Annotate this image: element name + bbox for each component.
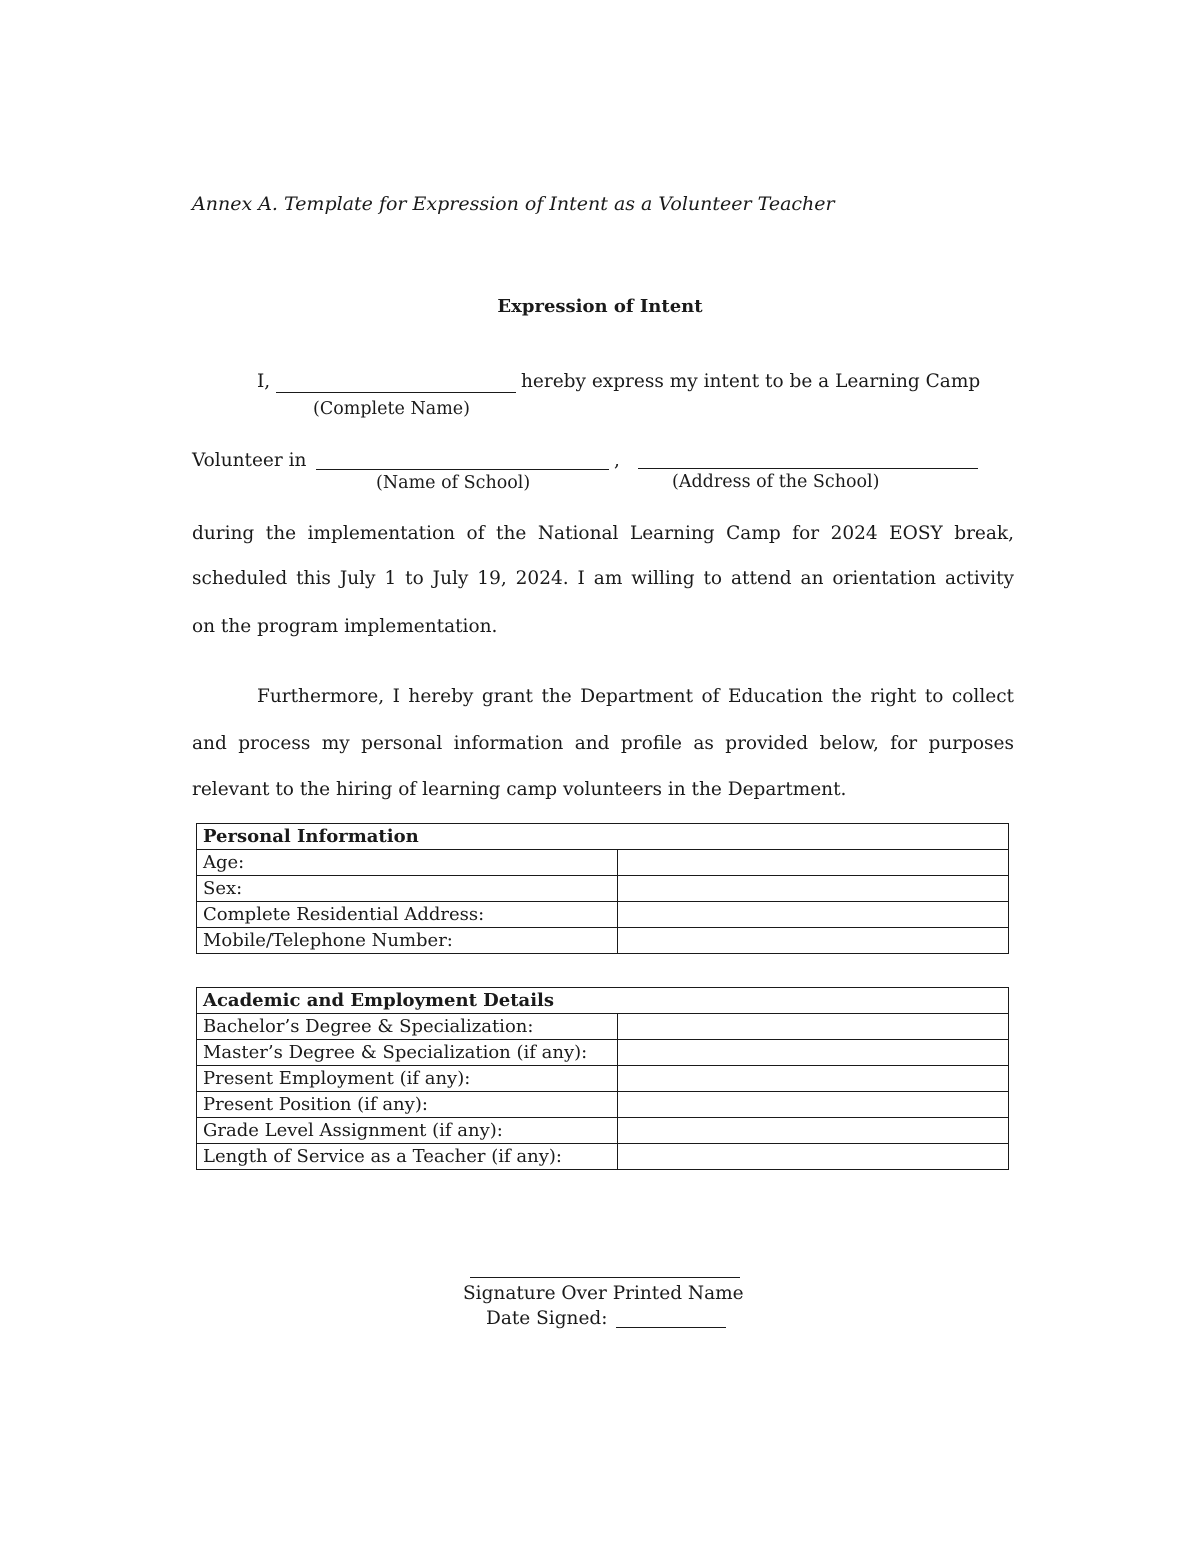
school-name-blank[interactable] [316,469,609,470]
sex-label: Sex: [197,876,618,902]
bachelors-degree-field[interactable] [618,1014,1009,1040]
complete-name-caption: (Complete Name) [313,399,470,419]
complete-name-blank[interactable] [276,392,516,393]
age-field[interactable] [618,850,1009,876]
paragraph2-line3: relevant to the hiring of learning camp volunteers in the Department. [192,779,847,800]
present-employment-label: Present Employment (if any): [197,1066,618,1092]
present-employment-field[interactable] [618,1066,1009,1092]
sex-field[interactable] [618,876,1009,902]
phone-number-field[interactable] [618,928,1009,954]
bachelors-degree-label: Bachelor’s Degree & Specialization: [197,1014,618,1040]
annex-title: Annex A. Template for Expression of Intent as a Volunteer Teacher [192,193,835,215]
volunteer-prefix: Volunteer in [192,450,307,471]
school-address-blank[interactable] [638,468,978,469]
residential-address-label: Complete Residential Address: [197,902,618,928]
document-heading: Expression of Intent [497,296,703,317]
intent-prefix: I, [257,371,271,392]
length-of-service-field[interactable] [618,1144,1009,1170]
academic-employment-table [196,987,1009,1170]
paragraph1-line1: during the implementation of the National Learning Camp for 2024 EOSY break, [192,523,1014,544]
date-signed-blank[interactable] [616,1327,726,1328]
paragraph2-line2: and process my personal information and profile as provided below, for purposes [192,733,1014,754]
age-label: Age: [197,850,618,876]
paragraph1-line3: on the program implementation. [192,616,498,637]
masters-degree-label: Master’s Degree & Specialization (if any): [197,1040,618,1066]
length-of-service-label: Length of Service as a Teacher (if any): [197,1144,618,1170]
personal-information-table [196,823,1009,954]
date-signed-label: Date Signed: [486,1308,608,1329]
academic-employment-header: Academic and Employment Details [197,988,1009,1014]
personal-information-header: Personal Information [197,824,1009,850]
volunteer-comma: , [614,450,620,471]
residential-address-field[interactable] [618,902,1009,928]
phone-number-label: Mobile/Telephone Number: [197,928,618,954]
present-position-field[interactable] [618,1092,1009,1118]
intent-text: hereby express my intent to be a Learning Camp [521,371,981,392]
grade-level-field[interactable] [618,1118,1009,1144]
signature-label: Signature Over Printed Name [463,1283,744,1304]
paragraph2-line1: Furthermore, I hereby grant the Department of Education the right to collect [257,686,1014,707]
grade-level-label: Grade Level Assignment (if any): [197,1118,618,1144]
school-address-caption: (Address of the School) [672,472,880,492]
present-position-label: Present Position (if any): [197,1092,618,1118]
signature-line[interactable] [470,1277,740,1278]
masters-degree-field[interactable] [618,1040,1009,1066]
paragraph1-line2: scheduled this July 1 to July 19, 2024. I am willing to attend an orientation activity [192,568,1014,589]
school-name-caption: (Name of School) [376,473,531,493]
